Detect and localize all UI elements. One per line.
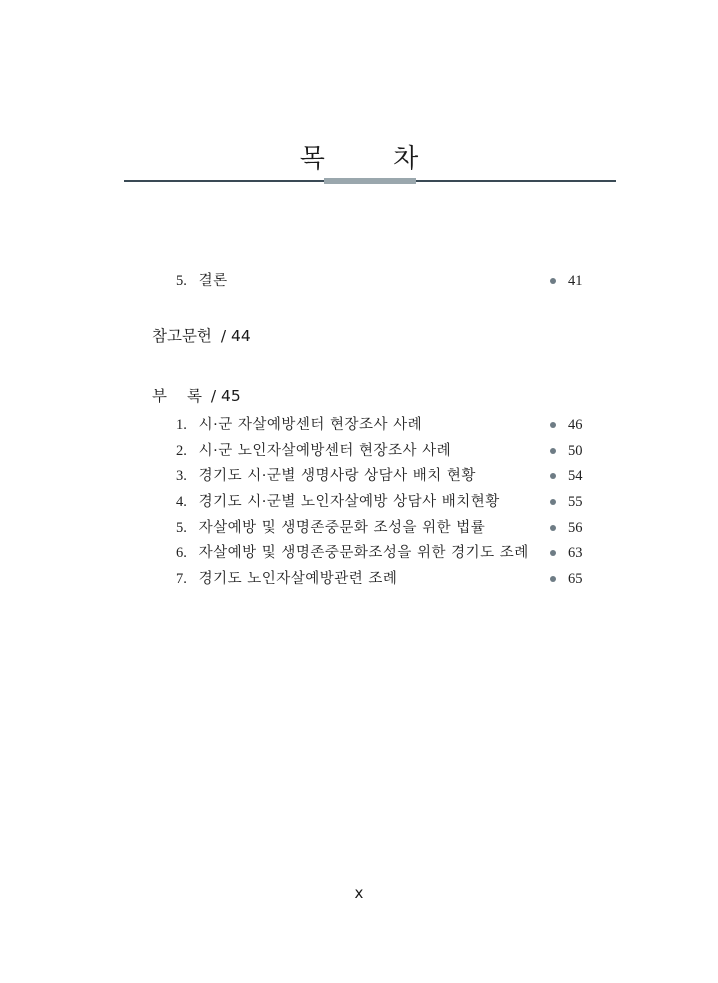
bullet-dot-icon xyxy=(550,448,556,454)
toc-entry-title: 경기도 시·군별 노인자살예방 상담사 배치현황 xyxy=(198,494,500,510)
toc-entry-conclusion[interactable] xyxy=(176,271,586,291)
toc-entry-title: 자살예방 및 생명존중문화조성을 위한 경기도 조례 xyxy=(198,545,529,561)
page-title: 목 차 xyxy=(299,144,449,174)
section-label: 참고문헌 xyxy=(152,327,212,345)
toc-entry-page: 56 xyxy=(568,520,583,536)
toc-entry-number: 7. xyxy=(176,571,187,587)
toc-entry-appendix-5[interactable] xyxy=(176,518,586,538)
toc-entry-appendix-7[interactable] xyxy=(176,569,586,589)
title-accent-bar xyxy=(324,178,416,184)
toc-entry-page: 54 xyxy=(568,468,583,484)
bullet-dot-icon xyxy=(550,525,556,531)
toc-entry-title: 결론 xyxy=(198,273,228,289)
toc-entry-title: 경기도 노인자살예방관련 조례 xyxy=(198,571,398,587)
toc-entry-number: 3. xyxy=(176,468,187,484)
section-page: / 45 xyxy=(210,387,241,405)
toc-entry-appendix-3[interactable] xyxy=(176,466,586,486)
toc-entry-title: 자살예방 및 생명존중문화 조성을 위한 법률 xyxy=(198,520,486,536)
section-page: / 44 xyxy=(220,327,251,345)
section-label-first: 부 xyxy=(152,387,167,405)
bullet-dot-icon xyxy=(550,499,556,505)
bullet-dot-icon xyxy=(550,422,556,428)
toc-entry-number: 1. xyxy=(176,417,187,433)
toc-entry-appendix-1[interactable] xyxy=(176,415,586,435)
toc-entry-appendix-2[interactable] xyxy=(176,441,586,461)
toc-section-references[interactable] xyxy=(152,326,251,346)
toc-entry-page: 50 xyxy=(568,443,583,459)
toc-entry-title: 시·군 자살예방센터 현장조사 사례 xyxy=(198,417,423,433)
bullet-dot-icon xyxy=(550,550,556,556)
toc-entry-number: 4. xyxy=(176,494,187,510)
toc-entry-title: 시·군 노인자살예방센터 현장조사 사례 xyxy=(198,443,452,459)
toc-entry-page: 55 xyxy=(568,494,583,510)
toc-section-appendix[interactable] xyxy=(152,386,241,406)
toc-entry-number: 5. xyxy=(176,273,187,289)
toc-entry-page: 65 xyxy=(568,571,583,587)
toc-entry-page: 46 xyxy=(568,417,583,433)
bullet-dot-icon xyxy=(550,473,556,479)
toc-entry-number: 6. xyxy=(176,545,187,561)
toc-entry-number: 2. xyxy=(176,443,187,459)
bullet-dot-icon xyxy=(550,278,556,284)
toc-entry-number: 5. xyxy=(176,520,187,536)
section-label-second: 록 xyxy=(186,387,202,405)
toc-entry-page: 63 xyxy=(568,545,583,561)
toc-entry-page: 41 xyxy=(568,273,583,289)
toc-entry-title: 경기도 시·군별 생명사랑 상담사 배치 현황 xyxy=(198,468,476,484)
toc-entry-appendix-4[interactable] xyxy=(176,492,586,512)
bullet-dot-icon xyxy=(550,576,556,582)
toc-entry-appendix-6[interactable] xyxy=(176,543,586,563)
page-number: x xyxy=(354,884,364,902)
